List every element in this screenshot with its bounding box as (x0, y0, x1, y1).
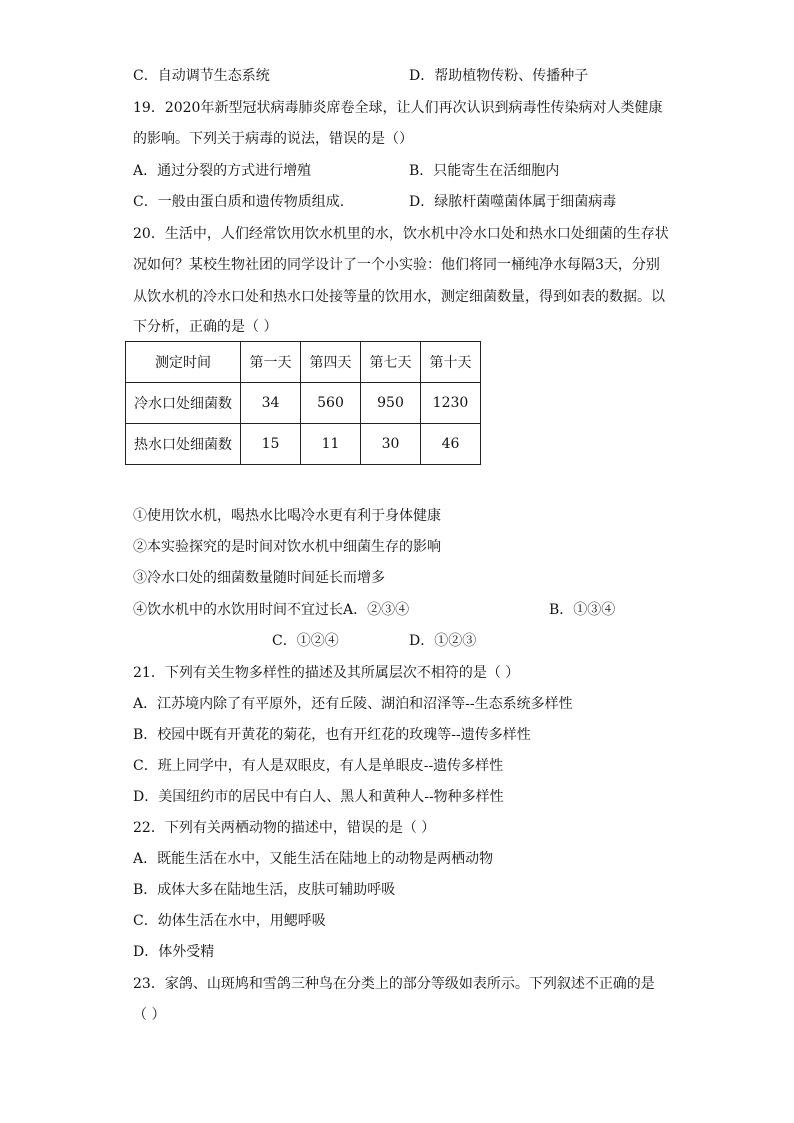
q22-option-d: D．体外受精 (133, 944, 215, 960)
q20-stem-line3: 从饮水机的冷水口处和热水口处接等量的饮用水，测定细菌数量，得到如表的数据。以 (133, 289, 665, 305)
q23-stem-line1: 23．家鸽、山斑鸠和雪鸽三种鸟在分类上的部分等级如表所示。下列叙述不正确的是 (133, 976, 655, 992)
q20-statement-2: ②本实验探究的是时间对饮水机中细菌生存的影响 (133, 539, 441, 555)
q20-option-d: D．①②③ (409, 633, 477, 649)
q22-stem: 22．下列有关两栖动物的描述中，错误的是（ ） (133, 820, 436, 836)
q20-stem-line1: 20．生活中，人们经常饮用饮水机里的水，饮水机中冷水口处和热水口处细菌的生存状 (133, 226, 669, 242)
table-cell: 34 (241, 383, 301, 424)
q18-option-d: D．帮助植物传粉、传播种子 (409, 68, 589, 84)
bacteria-count-table (125, 341, 481, 465)
table-cell: 1230 (421, 383, 481, 424)
q19-option-b: B．只能寄生在活细胞内 (409, 163, 560, 179)
q22-option-b: B．成体大多在陆地生活，皮肤可辅助呼吸 (133, 882, 396, 898)
q22-option-a: A．既能生活在水中，又能生活在陆地上的动物是两栖动物 (133, 851, 494, 867)
q21-stem: 21．下列有关生物多样性的描述及其所属层次不相符的是（ ） (133, 665, 520, 681)
table-cell: 冷水口处细菌数 (126, 383, 241, 424)
q19-option-d: D．绿脓杆菌噬菌体属于细菌病毒 (409, 194, 617, 210)
table-cell: 11 (301, 424, 361, 465)
q19-option-c: C．一般由蛋白质和遗传物质组成. (133, 194, 345, 210)
table-cell: 950 (361, 383, 421, 424)
q21-option-c: C．班上同学中，有人是双眼皮，有人是单眼皮--遗传多样性 (133, 758, 504, 774)
q20-option-b: B．①③④ (549, 602, 616, 618)
q20-statement-1: ①使用饮水机，喝热水比喝冷水更有利于身体健康 (133, 508, 441, 524)
q21-option-d: D．美国纽约市的居民中有白人、黑人和黄种人--物种多样性 (133, 789, 504, 805)
table-row (126, 424, 481, 465)
table-row (126, 383, 481, 424)
q21-option-b: B．校园中既有开黄花的菊花，也有开红花的玫瑰等--遗传多样性 (133, 727, 531, 743)
q23-stem-line2: （ ） (133, 1007, 166, 1023)
q18-option-c: C．自动调节生态系统 (133, 68, 270, 84)
table-cell: 15 (241, 424, 301, 465)
q19-stem-line1: 19．2020年新型冠状病毒肺炎席卷全球，让人们再次认识到病毒性传染病对人类健康 (133, 100, 663, 116)
q20-stem-line4: 下分析，正确的是（ ） (133, 319, 278, 335)
q20-stem-line2: 况如何？某校生物社团的同学设计了一个小实验：他们将同一桶纯净水每隔3天，分别 (133, 257, 660, 273)
table-header-cell: 第四天 (301, 342, 361, 383)
q19-stem-line2: 的影响。下列关于病毒的说法，错误的是（） (133, 131, 413, 147)
table-cell: 560 (301, 383, 361, 424)
q20-statement-4-option-a: ④饮水机中的水饮用时间不宜过长A．②③④ (133, 602, 410, 618)
q20-option-c: C．①②④ (272, 633, 339, 649)
table-cell: 热水口处细菌数 (126, 424, 241, 465)
table-cell: 46 (421, 424, 481, 465)
table-header-cell: 第十天 (421, 342, 481, 383)
q20-statement-3: ③冷水口处的细菌数量随时间延长而增多 (133, 570, 385, 586)
table-cell: 30 (361, 424, 421, 465)
q22-option-c: C．幼体生活在水中，用鳃呼吸 (133, 913, 326, 929)
table-header-row (126, 342, 481, 383)
q19-option-a: A．通过分裂的方式进行增殖 (133, 163, 312, 179)
q21-option-a: A．江苏境内除了有平原外，还有丘陵、湖泊和沼泽等--生态系统多样性 (133, 696, 573, 712)
table-header-cell: 第七天 (361, 342, 421, 383)
table-header-cell: 第一天 (241, 342, 301, 383)
table-header-cell: 测定时间 (126, 342, 241, 383)
